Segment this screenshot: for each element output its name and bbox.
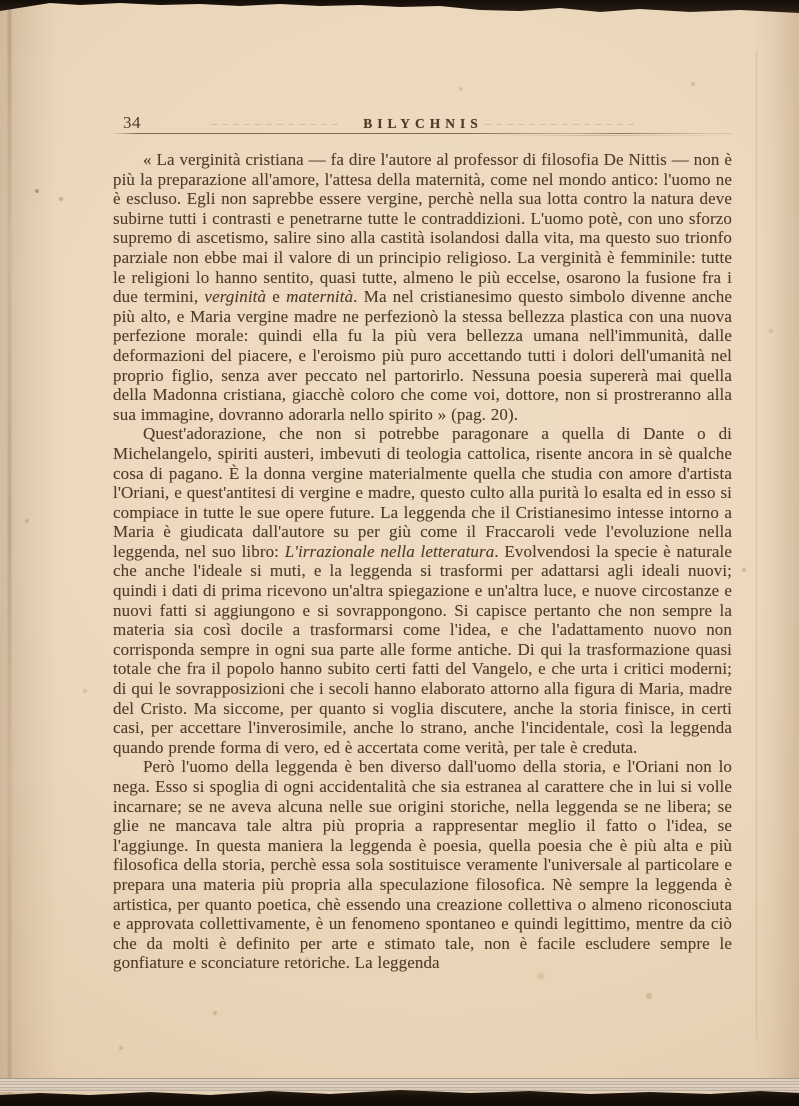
italic-text: maternità <box>286 287 354 307</box>
italic-text: verginità <box>204 287 267 307</box>
body-text: . Evolvendosi la specie è naturale che anche l'ideale si muti, e la leggenda si trasformi per adattarsi agli ideali nuovi; quindi i dati di prima ricevono un'altra spiegazione e un'altra luce, e nuove circostanze e nuovi fatti si aggiungono e si sovrappongono. Si capisce pertanto che non sempre la materia sia così docile a trasformarsi come l'idea, e che l'adattamento nuovo non corrisponda sempre in ogni sua parte alle forme antiche. Di qui la trasformazione quasi totale che fra il popolo hanno subito certi fatti del Vangelo, e che urta i critici moderni; di qui le sovrapposizioni che i secoli hanno elaborato attorno alla figura di Maria, madre del Cristo. Ma siccome, per quanto si voglia discutere, anche la storia finisce, in certi casi, per accettare l'inverosimile, anche lo strano, anche l'incidentale, così la leggenda quando prende forma di vero, ed è accertata come verità, per tale è creduta. <box>113 541 732 757</box>
page-crease <box>8 0 11 1106</box>
journal-title: BILYCHNIS <box>363 116 483 131</box>
body-text-block <box>113 150 732 973</box>
header-rule-echo <box>113 135 732 136</box>
body-text: e <box>266 287 287 307</box>
body-text: Però l'uomo della leggenda è ben diverso dall'uomo della storia, e l'Oriani non lo nega. Esso si spoglia di ogni accidentalità che sia estranea al carattere che in lui si volle incarnare; se ne aveva alcuna nelle sue origini storiche, nella leggenda se ne libera; se glie ne mancava tale altra più propria a rappresentar meglio il fatto o l'idea, se l'aggiunge. In questa maniera la leggenda è poesia, quella poesia che è più alta e più filosofica della storia, perchè essa sola sostituisce veramente l'universale al particolare e prepara una materia più propria alla speculazione filosofica. Nè sempre la leggenda è artistica, per quanto poetica, chè essendo una creazione collettiva o almeno riconosciuta e approvata collettivamente, è un fenomeno spontaneo e quindi legittimo, mentre da ciò che da molti è definito per arte e stimato tale, non è facile escludere sempre le gonfiature e sconciature retoriche. La leggenda <box>113 757 732 973</box>
page-number: 34 <box>123 113 141 132</box>
page-right-edge-line <box>756 50 757 1040</box>
paragraph <box>113 424 732 757</box>
book-bottom-page-stack <box>0 1078 799 1092</box>
title-flank-dash-right <box>485 124 635 125</box>
book-top-edge <box>0 0 799 14</box>
body-text: « La verginità cristiana — fa dire l'autore al professor di filosofia De Nittis — non è più la preparazione all'amore, l'attesa della maternità, come nel mondo antico: l'uomo ne è escluso. Egli non saprebbe essere vergine, perchè nella sua lotta contro la natura deve subirne tutti i contrasti e penetrarne tutte le contraddizioni. L'uomo potè, con uno sforzo supremo di ascetismo, salire sino alla castità isolandosi dalla vita, ma questo suo trionfo parziale non ebbe mai il valore di un principio religioso. La verginità è femminile: tutte le religioni lo hanno sentito, quasi tutte, almeno le più eccelse, osarono la fusione fra i due termini, <box>113 150 732 307</box>
paragraph <box>113 757 732 973</box>
header-rule <box>113 133 732 134</box>
page-right-shading <box>753 0 799 1106</box>
italic-text: L'irrazionale nella letteratura <box>284 541 495 561</box>
body-text: . Ma nel cristianesimo questo simbolo divenne anche più alto, e Maria vergine madre ne perfezionò la stessa bellezza plastica con una nuova perfezione morale: quindi ella fu la più vera bellezza umana nell'immunità, dalle deformazioni del piacere, e l'eroismo più puro accettando tutti i dolori dell'umanità nel proprio figlio, senza aver peccato nel partorirlo. Nessuna poesia supererà mai quella della Madonna cristiana, giacchè coloro che come voi, dottore, non si prostreranno alla sua immagine, dovranno adorarla nello spirito » (pag. 20). <box>113 287 732 424</box>
paragraph <box>113 150 732 424</box>
body-text: Quest'adorazione, che non si potrebbe paragonare a quella di Dante o di Michelangelo, spiriti austeri, imbevuti di teologia cattolica, risente ancora in sè qualche cosa di pagano. È la donna vergine materialmente quella che studia con amore d'artista l'Oriani, e quest'antitesi di vergine e madre, questo culto alla purità lo esalta ed in esso si compiace in tutte le sue opere future. La leggenda che il Cristianesimo intesse intorno a Maria è giudicata dall'autore su per giù come il Fraccaroli vede l'evoluzione nella leggenda, nel suo libro: <box>113 424 732 561</box>
